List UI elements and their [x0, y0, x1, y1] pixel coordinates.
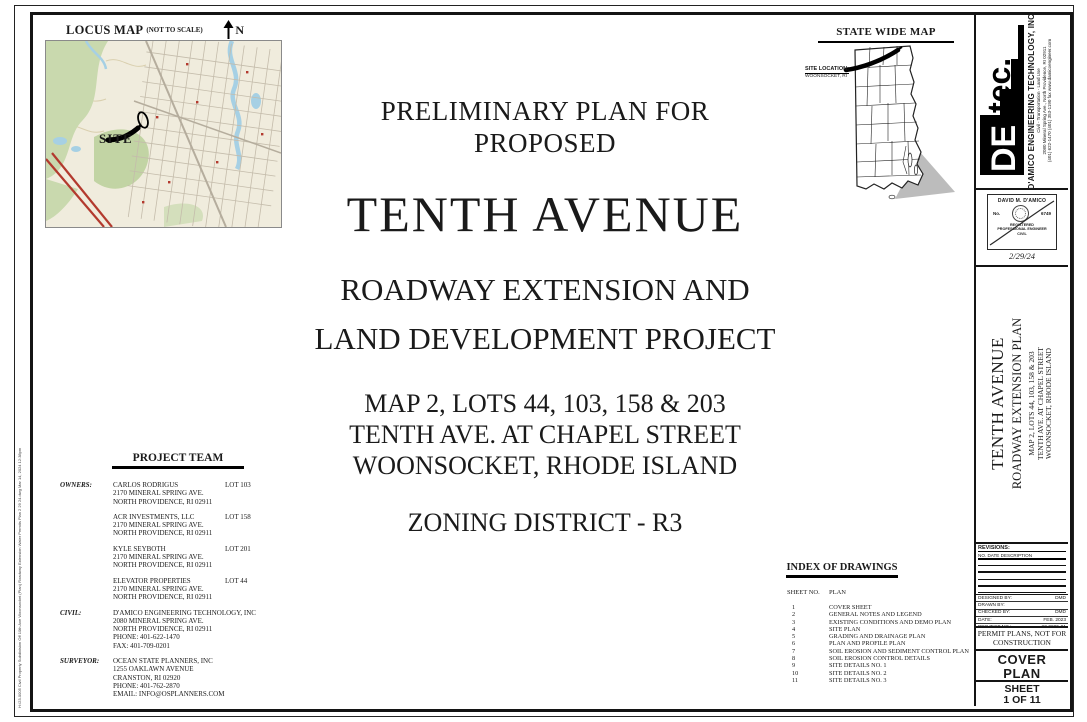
index-column-headers	[787, 589, 982, 596]
owners-label: OWNERS:	[60, 481, 92, 489]
title-block-project-title	[976, 267, 1068, 544]
col-plan: PLAN	[829, 589, 846, 596]
revision-row	[978, 587, 1066, 593]
owner-address2: NORTH PROVIDENCE, RI 02911	[113, 561, 213, 570]
north-arrow-icon	[223, 20, 234, 40]
index-row: 7 SOIL EROSION AND SEDIMENT CONTROL PLAN	[792, 647, 969, 655]
sheet-number: SHEET 1 OF 11	[1003, 683, 1041, 706]
index-row: 5 GRADING AND DRAINAGE PLAN	[792, 633, 926, 641]
owner-name: KYLE SEYBOTH	[113, 544, 166, 553]
tb-project-city: WOONSOCKET, RHODE ISLAND	[1044, 348, 1054, 459]
owner-address2: NORTH PROVIDENCE, RI 02911	[113, 497, 213, 506]
title-area	[290, 95, 800, 538]
logo-tec-text: tec.	[981, 58, 1017, 114]
company-services: Civil - Transportation - Land Use	[1036, 68, 1041, 133]
owner-address1: 2170 MINERAL SPRING AVE.	[113, 553, 204, 562]
stamp-no-label: No.	[993, 211, 1001, 216]
tb-project-name: TENTH AVENUE	[988, 337, 1008, 470]
index-row: 2 GENERAL NOTES AND LEGEND	[792, 611, 922, 619]
index-row: 3 EXISTING CONDITIONS AND DEMO PLAN	[792, 618, 952, 626]
info-row: DATE: FEB. 2023	[978, 617, 1066, 623]
owner-name: ACR INVESTMENTS, LLC	[113, 512, 195, 521]
owner-lot: LOT 158	[225, 512, 251, 521]
surveyor-label: SURVEYOR:	[60, 657, 100, 666]
surveyor-entry	[60, 657, 320, 698]
civil-label: CIVIL:	[60, 608, 82, 617]
company-address: 2080 Mineral Spring Ave., North Providence, RI 02911	[1041, 46, 1047, 155]
index-row: 11 SITE DETAILS NO. 3	[792, 676, 887, 684]
owner-entry	[60, 545, 320, 570]
index-row: 9 SITE DETAILS NO. 1	[792, 662, 887, 670]
sheet-title: COVER PLAN	[976, 651, 1068, 682]
revisions-title: REVISIONS:	[978, 545, 1066, 552]
site-location-callout	[805, 66, 849, 79]
project-subtitle-1: ROADWAY EXTENSION AND	[340, 272, 750, 307]
zoning-district: ZONING DISTRICT - R3	[407, 508, 683, 537]
drawing-info-section	[976, 595, 1068, 628]
site-label: SITE	[99, 131, 133, 146]
index-rows	[787, 604, 982, 684]
owner-lot: LOT 201	[225, 544, 251, 553]
surveyor-phone: PHONE: 401-762-2870	[113, 681, 180, 690]
index-row: 6 PLAN AND PROFILE PLAN	[792, 640, 906, 648]
surveyor-email: EMAIL: INFO@OSPLANNERS.COM	[113, 690, 225, 699]
north-label: N	[235, 22, 244, 37]
locus-map-title: LOCUS MAP	[66, 22, 144, 37]
owner-name: CARLOS RODRIGUS	[113, 481, 179, 489]
location-street: TENTH AVE. AT CHAPEL STREET	[349, 420, 741, 449]
preliminary-plan-line1: PRELIMINARY PLAN FOR	[380, 96, 710, 126]
detec-logo	[980, 26, 1024, 176]
tb-project-lots: MAP 2, LOTS 44, 103, 158 & 203	[1027, 351, 1037, 456]
owner-address1: 2170 MINERAL SPRING AVE.	[113, 521, 204, 530]
project-team-list	[60, 481, 320, 706]
location-lots: MAP 2, LOTS 44, 103, 158 & 203	[364, 389, 726, 418]
info-row: PROJECT NO.: 23-0005-01	[978, 624, 1066, 630]
info-row: CHECKED BY: DMD	[978, 610, 1066, 616]
project-team-title: PROJECT TEAM	[112, 452, 244, 469]
owner-entry	[60, 577, 320, 602]
locus-topo-map	[45, 40, 282, 228]
permit-note: PERMIT PLANS, NOT FOR CONSTRUCTION	[976, 628, 1068, 651]
owner-entry	[60, 481, 320, 506]
plot-file-note: H:\23-0005 Civil Property Subdivision Off 10th Ave Woonsocket (Plan) Roadway Extension Water Permits Plan 2 29 24.dwg Mar 14, 2024 12:38pm	[17, 447, 22, 708]
tb-project-sub: ROADWAY EXTENSION PLAN	[1010, 317, 1025, 490]
title-block	[974, 13, 1068, 706]
civil-address1: 2080 MINERAL SPRING AVE.	[113, 616, 204, 625]
topo-map-graphic	[46, 41, 281, 227]
civil-entry	[60, 609, 320, 650]
surveyor-address1: 1255 OAKLAWN AVENUE	[113, 665, 194, 674]
project-subtitle-2: LAND DEVELOPMENT PROJECT	[314, 321, 776, 356]
owner-lot: LOT 103	[225, 481, 251, 489]
stamp-registered: REGISTERED	[1010, 223, 1034, 227]
revisions-columns: NO. DATE DESCRIPTION	[978, 552, 1066, 560]
civil-fax: FAX: 401-709-0201	[113, 641, 170, 650]
stamp-date: 2/29/24	[1009, 251, 1035, 261]
title-block-logo-section	[976, 13, 1068, 190]
index-row: 10 SITE DETAILS NO. 2	[792, 669, 887, 677]
col-sheet-no: SHEET NO.	[787, 589, 820, 596]
info-row: DRAWN BY:	[976, 602, 1068, 609]
info-row: DESIGNED BY: DMD	[978, 595, 1066, 601]
owner-address2: NORTH PROVIDENCE, RI 02911	[113, 529, 213, 538]
civil-address2: NORTH PROVIDENCE, RI 02911	[113, 625, 213, 634]
stamp-discipline: CIVIL	[1017, 231, 1027, 236]
company-name: D'AMICO ENGINEERING TECHNOLOGY, INC.	[1027, 11, 1036, 190]
index-of-drawings-title: INDEX OF DRAWINGS	[786, 562, 898, 578]
civil-name: D'AMICO ENGINEERING TECHNOLOGY, INC	[113, 608, 256, 617]
preliminary-plan-line2: PROPOSED	[473, 128, 617, 158]
revision-row	[978, 566, 1066, 573]
logo-de-text: DE	[985, 125, 1023, 173]
company-contact: (401) 622-1470 (401) 353-1190 fax www.damicoengineer.com	[1047, 38, 1053, 163]
owner-address1: 2170 MINERAL SPRING AVE.	[113, 489, 204, 498]
civil-phone: PHONE: 401-622-1470	[113, 633, 180, 642]
index-row: 4 SITE PLAN	[792, 625, 861, 633]
engineer-stamp-section	[976, 190, 1068, 267]
site-location-label: SITE LOCATION:	[805, 66, 849, 72]
index-row: 8 SOIL EROSION CONTROL DETAILS	[792, 655, 930, 663]
stamp-seal-icon	[1012, 205, 1029, 222]
stamp-license-number: 6749	[1040, 211, 1051, 216]
stamp-engineer-name: DAVID M. D'AMICO	[997, 198, 1047, 204]
stamp-profession: PROFESSIONAL ENGINEER	[997, 227, 1047, 232]
owner-lot: LOT 44	[225, 576, 248, 585]
owner-name: ELEVATOR PROPERTIES	[113, 576, 191, 585]
pe-stamp	[987, 194, 1057, 250]
owner-address1: 2170 MINERAL SPRING AVE.	[113, 584, 204, 593]
project-location	[290, 388, 800, 481]
revision-row	[978, 580, 1066, 587]
surveyor-name: OCEAN STATE PLANNERS, INC	[113, 657, 213, 666]
owner-entry	[60, 513, 320, 538]
surveyor-address2: CRANSTON, RI 02920	[113, 673, 181, 682]
revisions-section	[976, 544, 1068, 595]
index-row: 1 COVER SHEET	[792, 604, 872, 611]
tb-project-street: TENTH AVE. AT CHAPEL STREET	[1035, 347, 1045, 460]
site-location-city: WOONSOCKET, RI	[805, 73, 848, 79]
project-name: TENTH AVENUE	[346, 186, 744, 242]
state-map-title: STATE WIDE MAP	[818, 26, 954, 43]
locus-map-scale-note: (NOT TO SCALE)	[146, 26, 203, 34]
owner-address2: NORTH PROVIDENCE, RI 02911	[113, 593, 213, 602]
location-city: WOONSOCKET, RHODE ISLAND	[352, 451, 738, 480]
